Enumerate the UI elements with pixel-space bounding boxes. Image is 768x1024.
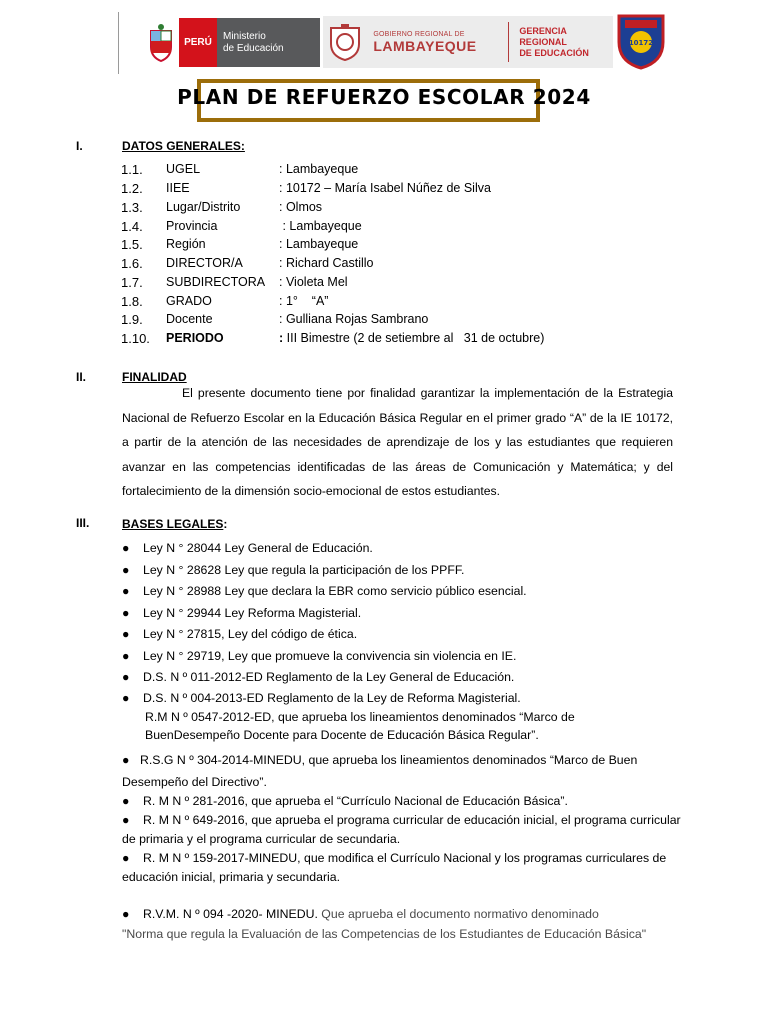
gore-name (367, 22, 509, 62)
gore-line2: LAMBAYEQUE (373, 37, 477, 54)
section-3-title-colon: : (223, 517, 228, 531)
section-2-number: II. (76, 370, 87, 384)
legal-item-text: Ley N ° 27815, Ley del código de ética. (143, 627, 358, 641)
datos-row-number: 1.7. (121, 275, 143, 290)
gerencia-line2: DE EDUCACIÓN (519, 47, 589, 58)
rvm-line2: "Norma que regula la Evaluación de las Competencias de los Estudiantes de Educación Básica" (122, 927, 647, 941)
legal-item-text: R. M N º 281-2016, que aprueba el “Currículo Nacional de Educación Básica”. (143, 794, 568, 808)
legal-item-text: R. M N º 159-2017-MINEDU, que modifica el Currículo Nacional y los programas curriculares de educación inicial, primaria y secundaria. (122, 851, 667, 884)
datos-row-value: : 10172 – María Isabel Núñez de Silva (279, 181, 491, 195)
datos-row-label: Provincia (166, 219, 218, 233)
bullet-icon: ● (122, 813, 130, 827)
legal-item-rvm (122, 907, 599, 921)
datos-row-colon: : (279, 331, 284, 345)
page-title: PLAN DE REFUERZO ESCOLAR 2024 (177, 85, 591, 109)
legal-item-rsg (122, 749, 682, 793)
datos-row-label: Docente (166, 312, 213, 326)
datos-row-value: : Lambayeque (279, 162, 359, 176)
bullet-icon: ● (122, 649, 130, 663)
legal-item-text: R.S.G N º 304-2014-MINEDU, que aprueba los lineamientos denominados “Marco de Buen Desempeño del Directivo”. (122, 753, 638, 789)
ministerio-line2: de Educación (223, 42, 284, 54)
datos-row-number: 1.1. (121, 162, 143, 177)
datos-row-number: 1.6. (121, 256, 143, 271)
legal-item-text: D.S. N º 011-2012-ED Reglamento de la Ley General de Educación. (143, 670, 515, 684)
bullet-icon: ● (122, 627, 130, 641)
ministerio-label (217, 18, 320, 67)
legal-item (122, 649, 516, 663)
datos-row-value: : Olmos (279, 200, 323, 214)
legal-item (122, 541, 373, 555)
datos-row-number: 1.5. (121, 237, 143, 252)
datos-row-number: 1.10. (121, 331, 150, 346)
gobierno-regional-logo (323, 16, 613, 68)
bullet-icon: ● (122, 670, 130, 684)
datos-row-label: GRADO (166, 294, 212, 308)
bullet-icon: ● (122, 691, 130, 705)
legal-item (122, 670, 514, 684)
legal-item-text: Ley N ° 29719, Ley que promueve la convivencia sin violencia en IE. (143, 649, 517, 663)
legal-item-text: Ley N ° 28044 Ley General de Educación. (143, 541, 373, 555)
school-badge-icon (615, 12, 667, 70)
gore-line1: GOBIERNO REGIONAL DE (373, 30, 465, 38)
section-1-title: DATOS GENERALES: (122, 139, 245, 153)
datos-row-label: UGEL (166, 162, 201, 176)
legal-item (122, 584, 527, 598)
rm-0547-line1: R.M N º 0547-2012-ED, que aprueba los lineamientos denominados “Marco de (145, 710, 575, 724)
section-3-title-text: BASES LEGALES (122, 517, 224, 531)
datos-row-value: : Lambayeque (279, 237, 359, 251)
legal-item-text: D.S. N º 004-2013-ED Reglamento de la Ley de Reforma Magisterial. (143, 691, 521, 705)
datos-row-value: : 1° “A” (279, 294, 329, 308)
legal-item-text-cont: Que aprueba el documento normativo denominado (317, 907, 599, 921)
finalidad-paragraph (122, 381, 673, 504)
bullet-icon: ● (122, 851, 130, 865)
legal-item-text: Ley N ° 29944 Ley Reforma Magisterial. (143, 606, 362, 620)
gerencia-line1: GERENCIA REGIONAL (519, 25, 567, 47)
datos-row-value: : Violeta Mel (279, 275, 348, 289)
bullet-icon: ● (122, 794, 130, 808)
section-1-number: I. (76, 139, 83, 153)
section-3-number: III. (76, 516, 90, 530)
datos-row-number: 1.8. (121, 294, 143, 309)
bullet-icon: ● (122, 541, 130, 555)
school-badge-number: 10172 (628, 39, 654, 47)
datos-row-label: SUBDIRECTORA (166, 275, 266, 289)
legal-item (122, 563, 464, 577)
gerencia-label (509, 26, 613, 59)
bullet-icon: ● (122, 907, 130, 921)
bullet-icon: ● (122, 563, 130, 577)
section-2-title: FINALIDAD (122, 370, 187, 384)
finalidad-text: El presente documento tiene por finalidad garantizar la implementación de la Estrategia Nacional de Refuerzo Escolar en la Educación Básica Regular en el primer grado “A” de la IE 10172, a partir de la atención de las necesidades de aprendizaje de los y las estudiantes que requieren avanzar en las competencias identificadas de las áreas de Comunicación y Matemática; y del fortalecimiento de la dimensión socio-emocional de estos estudiantes. (122, 386, 673, 499)
legal-item-text: R.V.M. N º 094 -2020- MINEDU. (143, 907, 318, 921)
bullet-icon: ● (122, 606, 130, 620)
legal-item-rm649 (122, 811, 682, 849)
legal-item (122, 627, 357, 641)
gore-shield-icon (323, 18, 367, 66)
datos-row-label: IIEE (166, 181, 190, 195)
datos-row-label: Región (166, 237, 206, 251)
peru-coat-of-arms-icon (143, 18, 179, 67)
legal-item (122, 606, 361, 620)
legal-item-text: R. M N º 649-2016, que aprueba el programa curricular de educación inicial, el programa curricular de primaria y el programa curricular de secundaria. (122, 813, 681, 846)
legal-item-rm159 (122, 849, 682, 887)
ministerio-line1: Ministerio (223, 30, 266, 42)
datos-row-label: DIRECTOR/A (166, 256, 243, 270)
datos-row-label: Lugar/Distrito (166, 200, 241, 214)
datos-row-value-text: III Bimestre (2 de setiembre al 31 de octubre) (283, 331, 545, 345)
bullet-icon: ● (122, 584, 130, 598)
datos-row-value: : Lambayeque (279, 219, 362, 233)
datos-row-label: PERIODO (166, 331, 224, 345)
datos-row-value (279, 331, 544, 345)
section-3-title (122, 517, 227, 531)
datos-row-value: : Richard Castillo (279, 256, 374, 270)
legal-item-text: Ley N ° 28628 Ley que regula la participación de los PPFF. (143, 563, 465, 577)
datos-row-value: : Gulliana Rojas Sambrano (279, 312, 429, 326)
bullet-icon: ● (122, 753, 130, 767)
legal-item-text: Ley N ° 28988 Ley que declara la EBR como servicio público esencial. (143, 584, 527, 598)
peru-label: PERÚ (179, 18, 217, 67)
datos-row-number: 1.3. (121, 200, 143, 215)
datos-row-number: 1.9. (121, 312, 143, 327)
legal-item-rm281 (122, 792, 682, 811)
legal-item (122, 691, 521, 705)
datos-row-number: 1.2. (121, 181, 143, 196)
margin-line (118, 12, 119, 74)
rm-0547-line2: BuenDesempeño Docente para Docente de Educación Básica Regular”. (145, 728, 539, 742)
ministerio-educacion-logo (143, 18, 320, 67)
datos-row-number: 1.4. (121, 219, 143, 234)
